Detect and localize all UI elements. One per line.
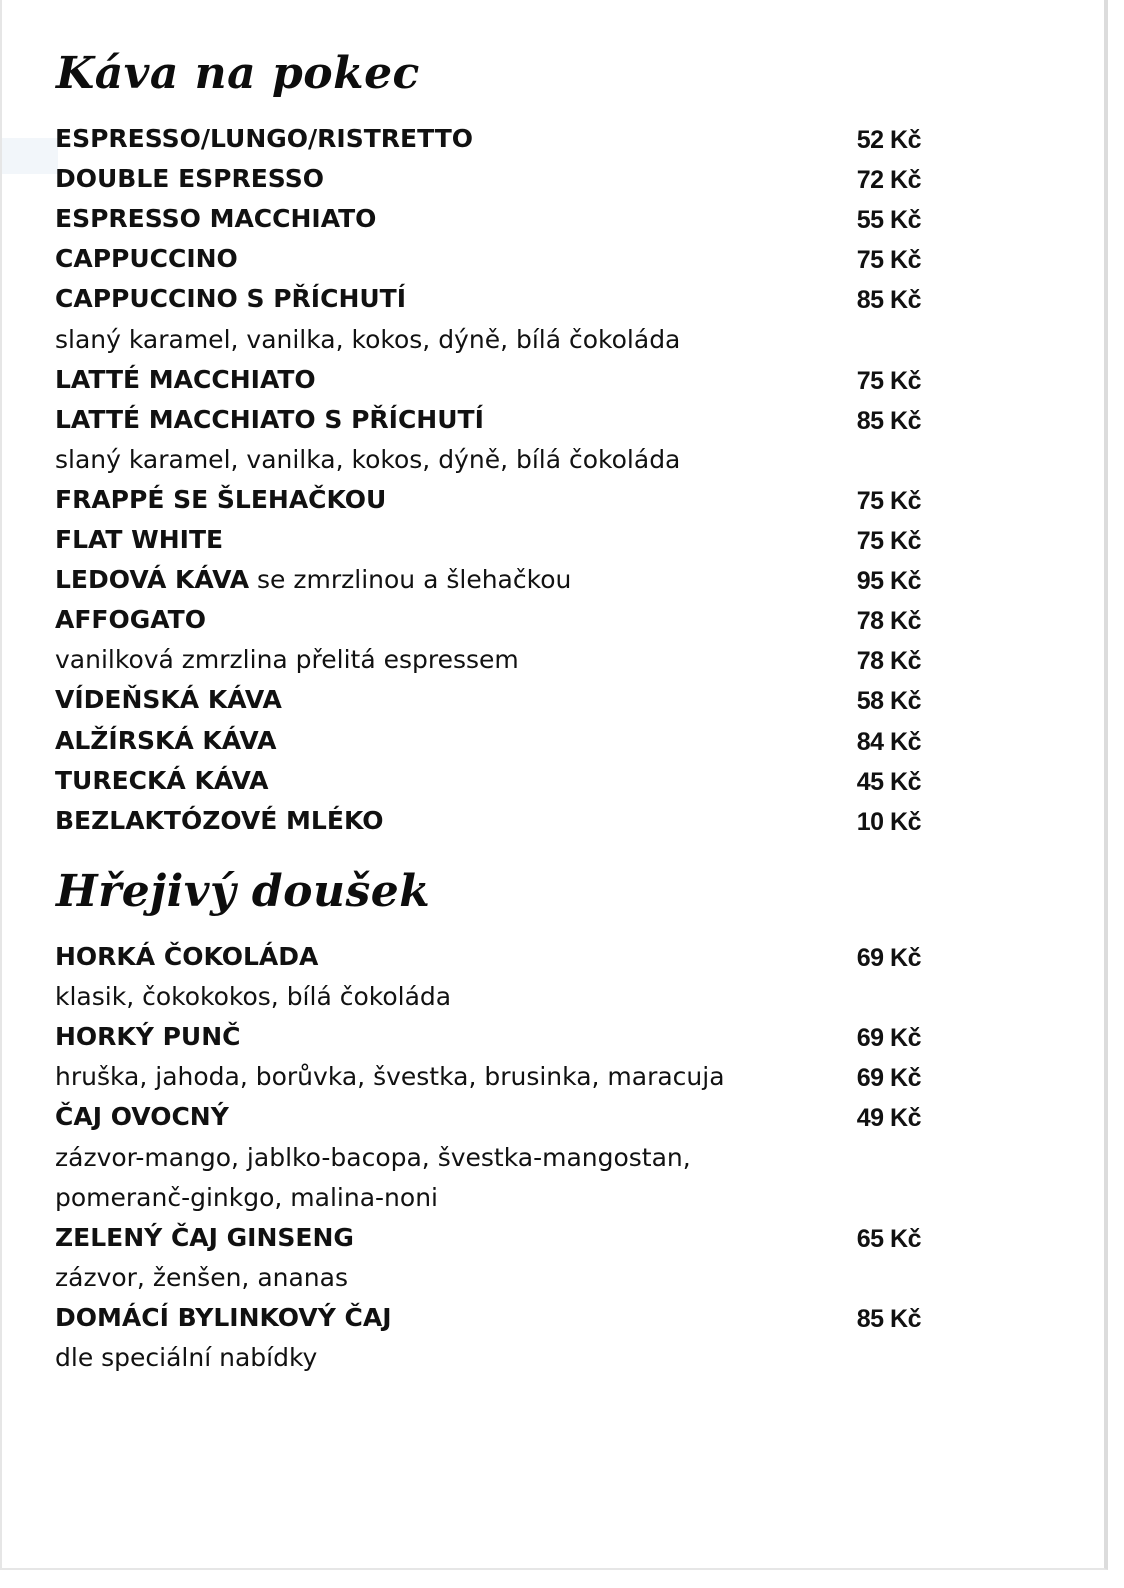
item-name	[55, 164, 324, 193]
item-price: 84 Kč	[856, 727, 921, 756]
description-text: hruška, jahoda, borůvka, švestka, brusinka, maracuja	[55, 1062, 725, 1092]
item-name	[55, 685, 282, 714]
menu-item	[55, 156, 921, 196]
item-name	[55, 1022, 241, 1051]
item-name	[55, 525, 223, 554]
menu-item	[55, 357, 921, 397]
item-name	[55, 405, 484, 434]
description-text: klasik, čokokokos, bílá čokoláda	[55, 982, 452, 1012]
menu-item-description	[55, 1255, 921, 1295]
description-text: slaný karamel, vanilka, kokos, dýně, bílá čokoláda	[55, 324, 681, 354]
item-name-text: DOUBLE ESPRESSO	[55, 164, 324, 194]
item-price: 78 Kč	[856, 647, 921, 676]
item-name	[55, 726, 276, 755]
item-name	[55, 204, 376, 233]
description-text: zázvor-mango, jablko-bacopa, švestka-mangostan,	[55, 1142, 691, 1172]
section-title-warm-drinks: Hřejivý doušek	[56, 866, 431, 917]
item-name-text: DOMÁCÍ BYLINKOVÝ ČAJ	[55, 1302, 392, 1332]
menu-item	[55, 236, 921, 276]
menu-item	[55, 1295, 921, 1335]
item-name-text: AFFOGATO	[55, 605, 206, 635]
item-price: 72 Kč	[856, 166, 921, 195]
item-name	[55, 1102, 229, 1131]
item-price: 49 Kč	[856, 1104, 921, 1133]
item-price: 65 Kč	[856, 1224, 921, 1253]
description-text: zázvor, ženšen, ananas	[55, 1262, 348, 1292]
menu-item-description	[55, 1335, 921, 1375]
item-name	[55, 605, 206, 634]
item-price: 75 Kč	[856, 527, 921, 555]
item-name	[55, 124, 473, 153]
item-name-text: LATTÉ MACCHIATO S PŘÍCHUTÍ	[55, 404, 484, 434]
item-name-text: HORKÝ PUNČ	[55, 1022, 241, 1052]
item-price: 75 Kč	[856, 486, 921, 515]
menu-item	[55, 397, 921, 437]
description-text: pomeranč-ginkgo, malina-noni	[55, 1182, 438, 1212]
item-name	[55, 1223, 354, 1252]
item-price: 58 Kč	[856, 687, 921, 716]
item-name-text: ESPRESSO MACCHIATO	[55, 204, 377, 234]
menu-item	[55, 798, 921, 838]
item-price: 75 Kč	[856, 366, 921, 395]
item-name-text: ZELENÝ ČAJ GINSENG	[55, 1222, 354, 1252]
menu-item-description	[55, 1135, 921, 1175]
menu-item	[55, 557, 921, 597]
scan-tint	[2, 138, 58, 174]
item-price: 85 Kč	[856, 286, 921, 315]
item-price: 85 Kč	[856, 406, 921, 435]
item-name-text: CAPPUCCINO S PŘÍCHUTÍ	[55, 284, 407, 314]
menu-item	[55, 758, 921, 798]
item-name-extra: se zmrzlinou a šlehačkou	[249, 565, 572, 595]
item-price: 52 Kč	[856, 126, 921, 154]
description-text: vanilková zmrzlina přelitá espressem	[55, 645, 519, 675]
item-name	[55, 766, 268, 795]
item-name-text: CAPPUCCINO	[55, 244, 238, 274]
menu-item-description	[55, 974, 921, 1014]
item-name	[55, 1303, 392, 1332]
item-name-text: ALŽÍRSKÁ KÁVA	[55, 725, 277, 755]
menu-item	[55, 517, 921, 557]
item-name-text: LEDOVÁ KÁVA	[55, 565, 250, 595]
item-price: 10 Kč	[856, 807, 921, 836]
item-name-text: TURECKÁ KÁVA	[55, 765, 269, 795]
item-name	[55, 942, 318, 971]
item-name-text: VÍDEŇSKÁ KÁVA	[55, 685, 282, 715]
item-name-text: BEZLAKTÓZOVÉ MLÉKO	[55, 805, 384, 835]
item-name-text: ČAJ OVOCNÝ	[55, 1102, 229, 1132]
section-title-coffee: Káva na pokec	[56, 48, 420, 99]
item-name	[55, 244, 238, 273]
menu-item	[55, 1014, 921, 1054]
item-name-text: HORKÁ ČOKOLÁDA	[55, 942, 319, 971]
item-price: 69 Kč	[856, 944, 921, 972]
item-name-text: LATTÉ MACCHIATO	[55, 364, 316, 394]
menu-item	[55, 597, 921, 637]
item-price: 78 Kč	[856, 607, 921, 636]
menu-item-description	[55, 1054, 921, 1094]
menu-item	[55, 477, 921, 517]
menu-item-description	[55, 317, 921, 357]
item-price: 95 Kč	[856, 567, 921, 596]
item-price: 85 Kč	[856, 1304, 921, 1333]
menu-item-description	[55, 437, 921, 477]
item-price: 69 Kč	[856, 1024, 921, 1053]
item-name-text: FLAT WHITE	[55, 525, 224, 554]
item-price: 75 Kč	[856, 246, 921, 275]
item-price: 69 Kč	[856, 1064, 921, 1093]
menu-item	[55, 934, 921, 974]
menu-item-description	[55, 637, 921, 677]
item-name	[55, 365, 316, 394]
menu-item	[55, 116, 921, 156]
menu-item	[55, 276, 921, 316]
item-price: 55 Kč	[856, 206, 921, 235]
description-text: dle speciální nabídky	[55, 1343, 318, 1372]
item-name	[55, 806, 383, 835]
description-text: slaný karamel, vanilka, kokos, dýně, bílá čokoláda	[55, 444, 681, 474]
item-name	[55, 485, 386, 514]
menu-item	[55, 677, 921, 717]
menu-item	[55, 718, 921, 758]
item-name-text: FRAPPÉ SE ŠLEHAČKOU	[55, 484, 387, 514]
item-name-text: ESPRESSO/LUNGO/RISTRETTO	[55, 124, 474, 153]
menu-item	[55, 1215, 921, 1255]
item-price: 45 Kč	[856, 767, 921, 796]
menu-item	[55, 196, 921, 236]
item-name	[55, 284, 406, 313]
menu-item-description	[55, 1175, 921, 1215]
item-name	[55, 565, 571, 594]
menu-item	[55, 1094, 921, 1134]
